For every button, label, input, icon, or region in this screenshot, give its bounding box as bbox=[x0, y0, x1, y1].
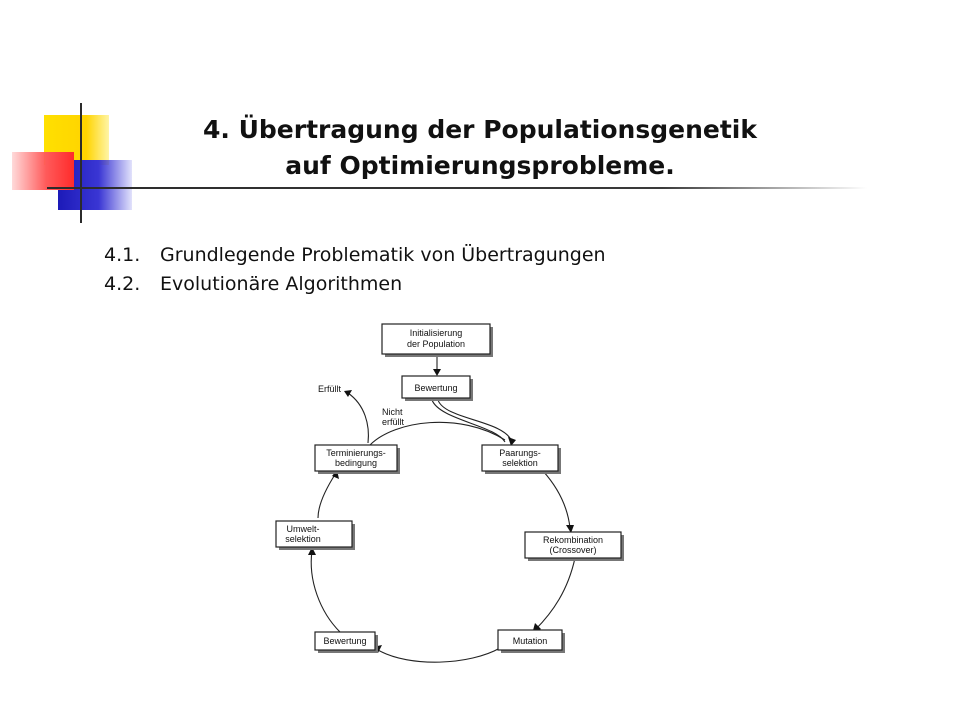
box-environment-line2: selektion bbox=[285, 534, 321, 544]
box-mating-line1: Paarungs- bbox=[499, 448, 541, 458]
arrow-evaluation-to-mating bbox=[438, 400, 512, 442]
box-termination-line1: Terminierungs- bbox=[326, 448, 386, 458]
bullet-text: Evolutionäre Algorithmen bbox=[160, 273, 403, 295]
bullet-text: Grundlegende Problematik von Übertragungen bbox=[160, 244, 606, 266]
box-mating-selection bbox=[482, 445, 561, 474]
box-environment-selection bbox=[276, 521, 355, 550]
box-mutation bbox=[498, 630, 565, 653]
box-environment-line1: Umwelt- bbox=[286, 524, 320, 534]
box-recombination bbox=[525, 532, 624, 561]
bullet-number: 4.2. bbox=[104, 273, 141, 295]
box-initialization-line2: der Population bbox=[406, 339, 466, 349]
box-evaluation-top bbox=[402, 376, 473, 401]
box-initialization-line1: Initialisierung bbox=[409, 328, 463, 338]
arrow-evaluation-to-environment bbox=[311, 551, 340, 632]
box-termination-line2: bedingung bbox=[334, 458, 378, 468]
arrow-environment-to-termination bbox=[318, 473, 336, 518]
label-not-fulfilled-line2: erfüllt bbox=[382, 417, 405, 427]
arrow-termination-to-fulfilled bbox=[348, 393, 368, 443]
box-recombination-line2: (Crossover) bbox=[549, 545, 597, 555]
box-initialization bbox=[382, 324, 493, 357]
bullet-number: 4.1. bbox=[104, 244, 141, 266]
box-recombination-line1: Rekombination bbox=[542, 535, 604, 545]
title-line-2: auf Optimierungsprobleme. bbox=[285, 151, 675, 180]
box-evaluation-bottom-label: Bewertung bbox=[323, 636, 367, 646]
arrow-recombination-to-mutation bbox=[535, 558, 575, 630]
box-evaluation-bottom bbox=[315, 632, 378, 653]
arrow-mating-to-recombination bbox=[543, 471, 570, 528]
arrowhead bbox=[344, 390, 352, 397]
title-line-1: 4. Übertragung der Populationsgenetik bbox=[203, 115, 757, 144]
arrowhead bbox=[433, 369, 441, 376]
box-termination bbox=[315, 445, 400, 474]
box-mutation-label: Mutation bbox=[512, 636, 548, 646]
label-fulfilled: Erfüllt bbox=[318, 384, 342, 394]
label-not-fulfilled-line1: Nicht bbox=[382, 407, 403, 417]
box-evaluation-top-label: Bewertung bbox=[414, 383, 458, 393]
arrow-mutation-to-evaluation bbox=[378, 648, 500, 662]
box-mating-line2: selektion bbox=[502, 458, 538, 468]
